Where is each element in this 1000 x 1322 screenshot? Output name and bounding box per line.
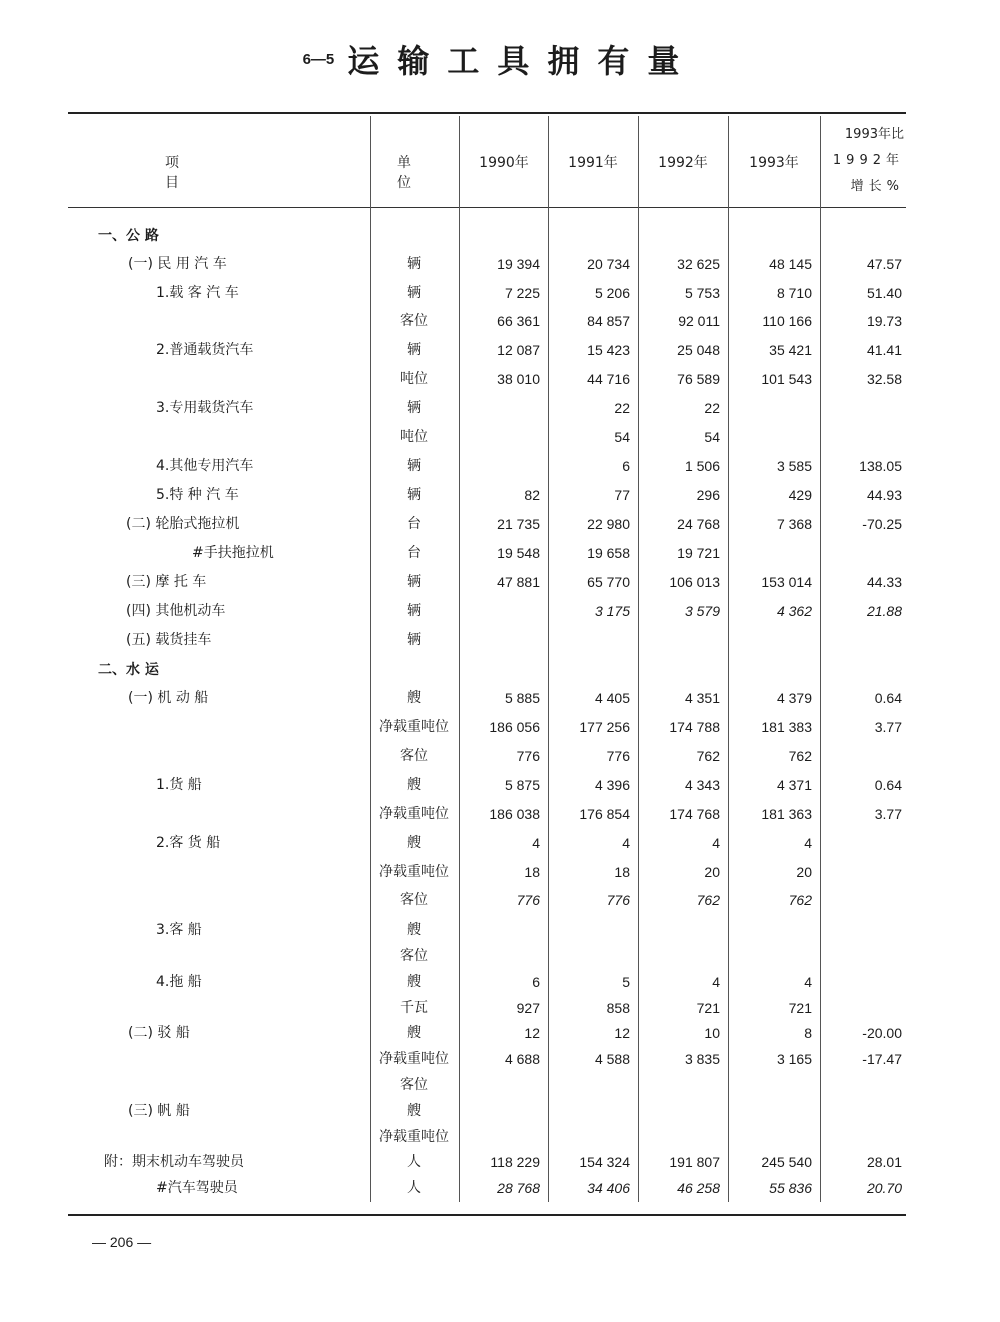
table-row <box>68 1047 906 1071</box>
table-row <box>68 918 906 942</box>
value-1993: 429 <box>788 487 812 503</box>
value-1991: 776 <box>606 748 630 764</box>
value-growth: 44.93 <box>866 487 902 503</box>
row-label: 附：期末机动车驾驶员 <box>104 1154 244 1170</box>
value-1991: 4 396 <box>594 777 630 793</box>
table-row <box>68 570 906 594</box>
value-1993: 4 379 <box>776 690 812 706</box>
table-row <box>68 1073 906 1097</box>
value-1991: 4 405 <box>594 690 630 706</box>
value-1990: 19 548 <box>497 545 540 561</box>
row-unit: 艘 <box>407 974 421 990</box>
page-number: — 206 — <box>92 1234 152 1250</box>
table-row <box>68 970 906 994</box>
value-1992: 32 625 <box>677 256 720 272</box>
value-1992: 4 <box>712 974 720 990</box>
value-1990: 4 688 <box>504 1051 540 1067</box>
value-1993: 245 540 <box>761 1154 812 1170</box>
value-1993: 4 <box>804 835 812 851</box>
row-label: #手扶拖拉机 <box>192 545 274 561</box>
value-1992: 22 <box>704 400 720 416</box>
row-unit: 辆 <box>407 342 421 358</box>
row-unit: 净载重吨位 <box>379 806 449 822</box>
value-1992: 762 <box>696 748 720 764</box>
header-item: 项 目 <box>165 155 275 191</box>
value-1990: 19 394 <box>497 256 540 272</box>
value-growth: 51.40 <box>866 285 902 301</box>
value-1990: 18 <box>524 864 540 880</box>
table-row <box>68 1099 906 1123</box>
value-1990: 66 361 <box>497 313 540 329</box>
header-year-1992: 1992年 <box>658 155 708 171</box>
value-1990: 4 <box>532 835 540 851</box>
value-growth: 21.88 <box>866 603 902 619</box>
value-1991: 22 <box>614 400 630 416</box>
row-label: 一、公 路 <box>98 228 159 244</box>
value-1993: 4 <box>804 974 812 990</box>
value-1992: 25 048 <box>677 342 720 358</box>
value-1992: 4 351 <box>684 690 720 706</box>
row-unit: 净载重吨位 <box>379 1129 449 1145</box>
row-label: 1.货 船 <box>156 777 202 793</box>
value-growth: 19.73 <box>866 313 902 329</box>
table-row <box>68 715 906 739</box>
value-1993: 8 <box>804 1025 812 1041</box>
row-unit: 辆 <box>407 603 421 619</box>
value-1992: 92 011 <box>678 313 720 329</box>
row-unit: 客位 <box>400 313 428 329</box>
value-growth: 3.77 <box>874 719 902 735</box>
value-1993: 48 145 <box>769 256 812 272</box>
row-unit: 辆 <box>407 400 421 416</box>
bottom-rule <box>68 1214 906 1216</box>
value-1992: 10 <box>704 1025 720 1041</box>
row-label: 2.普通载货汽车 <box>156 342 254 358</box>
value-1993: 7 368 <box>776 516 812 532</box>
table-row <box>68 541 906 565</box>
row-label: 4.其他专用汽车 <box>156 458 254 474</box>
value-growth: -17.47 <box>862 1051 902 1067</box>
row-label: (一) 机 动 船 <box>128 690 209 706</box>
row-unit: 辆 <box>407 256 421 272</box>
value-growth: 20.70 <box>866 1180 902 1196</box>
value-1992: 3 579 <box>684 603 720 619</box>
value-1992: 1 506 <box>684 458 720 474</box>
value-1990: 28 768 <box>497 1180 540 1196</box>
value-1991: 34 406 <box>587 1180 630 1196</box>
value-1990: 47 881 <box>497 574 540 590</box>
top-rule <box>68 112 906 114</box>
value-growth: 32.58 <box>866 371 902 387</box>
value-1992: 174 768 <box>669 806 720 822</box>
row-unit: 辆 <box>407 285 421 301</box>
value-1993: 762 <box>788 748 812 764</box>
row-unit: 吨位 <box>400 371 428 387</box>
row-unit: 台 <box>407 516 421 532</box>
value-1991: 15 423 <box>587 342 630 358</box>
value-1991: 4 588 <box>594 1051 630 1067</box>
row-unit: 净载重吨位 <box>379 864 449 880</box>
value-1993: 20 <box>796 864 812 880</box>
value-1990: 6 <box>532 974 540 990</box>
row-unit: 客位 <box>400 1077 428 1093</box>
value-1991: 44 716 <box>587 371 630 387</box>
table-row <box>68 224 906 248</box>
value-1991: 5 <box>622 974 630 990</box>
table-row <box>68 802 906 826</box>
table-row <box>68 309 906 333</box>
value-1992: 24 768 <box>677 516 720 532</box>
value-1991: 54 <box>614 429 630 445</box>
value-growth: 0.64 <box>874 690 902 706</box>
table-row <box>68 1176 906 1200</box>
value-1990: 5 885 <box>504 690 540 706</box>
row-label: (五) 载货挂车 <box>126 632 212 648</box>
row-unit: 客位 <box>400 948 428 964</box>
value-1993: 8 710 <box>776 285 812 301</box>
value-1991: 5 206 <box>594 285 630 301</box>
table-row <box>68 686 906 710</box>
table-row <box>68 658 906 682</box>
header-rule <box>68 207 906 208</box>
value-growth: 0.64 <box>874 777 902 793</box>
value-growth: 47.57 <box>866 256 902 272</box>
table-title: 运输工具拥有量 <box>347 42 698 80</box>
row-label: 1.载 客 汽 车 <box>156 285 239 301</box>
value-1993: 55 836 <box>769 1180 812 1196</box>
table-row <box>68 281 906 305</box>
row-label: 3.专用载货汽车 <box>156 400 254 416</box>
value-1992: 721 <box>696 1000 720 1016</box>
value-1990: 5 875 <box>504 777 540 793</box>
row-unit: 艘 <box>407 835 421 851</box>
value-growth: -70.25 <box>862 516 902 532</box>
value-1991: 18 <box>614 864 630 880</box>
value-1992: 762 <box>696 892 720 908</box>
table-row <box>68 425 906 449</box>
value-1990: 82 <box>524 487 540 503</box>
value-1993: 3 585 <box>776 458 812 474</box>
value-1991: 20 734 <box>587 256 630 272</box>
row-label: (四) 其他机动车 <box>126 603 226 619</box>
value-1990: 38 010 <box>497 371 540 387</box>
header-unit: 单 位 <box>397 155 435 191</box>
row-unit: 辆 <box>407 458 421 474</box>
row-unit: 净载重吨位 <box>379 719 449 735</box>
page-title <box>0 36 1000 82</box>
value-1992: 106 013 <box>669 574 720 590</box>
row-unit: 净载重吨位 <box>379 1051 449 1067</box>
value-1991: 12 <box>614 1025 630 1041</box>
row-unit: 艘 <box>407 690 421 706</box>
row-label: (三) 帆 船 <box>128 1103 190 1119</box>
row-label: 2.客 货 船 <box>156 835 221 851</box>
value-1993: 4 371 <box>776 777 812 793</box>
value-1993: 3 165 <box>776 1051 812 1067</box>
value-growth: 138.05 <box>859 458 902 474</box>
value-1992: 76 589 <box>677 371 720 387</box>
value-1992: 174 788 <box>669 719 720 735</box>
value-1991: 176 854 <box>579 806 630 822</box>
table-row <box>68 860 906 884</box>
table-row <box>68 628 906 652</box>
value-1990: 927 <box>516 1000 540 1016</box>
value-1992: 46 258 <box>677 1180 720 1196</box>
value-growth: -20.00 <box>862 1025 902 1041</box>
table-row <box>68 744 906 768</box>
value-1993: 101 543 <box>761 371 812 387</box>
value-growth: 44.33 <box>866 574 902 590</box>
table-row <box>68 483 906 507</box>
value-1991: 4 <box>622 835 630 851</box>
table-row <box>68 338 906 362</box>
table-row <box>68 599 906 623</box>
row-label: 二、水 运 <box>98 662 159 678</box>
value-1993: 181 383 <box>761 719 812 735</box>
row-label: (一) 民 用 汽 车 <box>128 256 227 272</box>
value-1993: 110 166 <box>762 313 812 329</box>
value-1992: 5 753 <box>684 285 720 301</box>
row-unit: 艘 <box>407 777 421 793</box>
row-label: 4.拖 船 <box>156 974 202 990</box>
value-1991: 19 658 <box>587 545 630 561</box>
row-label: #汽车驾驶员 <box>156 1180 238 1196</box>
row-unit: 辆 <box>407 632 421 648</box>
value-1992: 20 <box>704 864 720 880</box>
value-growth: 3.77 <box>874 806 902 822</box>
table-row <box>68 1021 906 1045</box>
value-1991: 154 324 <box>579 1154 630 1170</box>
value-growth: 28.01 <box>866 1154 902 1170</box>
row-unit: 吨位 <box>400 429 428 445</box>
value-1993: 153 014 <box>761 574 812 590</box>
value-1991: 858 <box>606 1000 630 1016</box>
value-1990: 118 229 <box>490 1154 540 1170</box>
value-1992: 191 807 <box>669 1154 720 1170</box>
header-growth-line1: 1993年比 <box>844 127 904 142</box>
value-1991: 6 <box>622 458 630 474</box>
row-unit: 客位 <box>400 748 428 764</box>
row-unit: 艘 <box>407 922 421 938</box>
value-1993: 4 362 <box>776 603 812 619</box>
table-row <box>68 396 906 420</box>
row-unit: 辆 <box>407 574 421 590</box>
value-1993: 181 363 <box>761 806 812 822</box>
value-1991: 65 770 <box>587 574 630 590</box>
value-1992: 3 835 <box>684 1051 720 1067</box>
value-1993: 762 <box>788 892 812 908</box>
value-1991: 177 256 <box>579 719 630 735</box>
value-1992: 296 <box>696 487 720 503</box>
value-1992: 54 <box>704 429 720 445</box>
header-growth-line3: 增长% <box>850 179 904 194</box>
table-row <box>68 944 906 968</box>
value-1990: 12 087 <box>497 342 540 358</box>
row-unit: 人 <box>407 1180 421 1196</box>
value-growth: 41.41 <box>866 342 902 358</box>
header-growth-line2: 1992年 <box>832 153 904 168</box>
table-row <box>68 773 906 797</box>
row-unit: 艘 <box>407 1103 421 1119</box>
row-label: (二) 驳 船 <box>128 1025 190 1041</box>
table-row <box>68 888 906 912</box>
table-row <box>68 1150 906 1174</box>
row-label: 3.客 船 <box>156 922 202 938</box>
value-1990: 186 056 <box>489 719 540 735</box>
row-unit: 台 <box>407 545 421 561</box>
row-unit: 千瓦 <box>400 1000 428 1016</box>
table-number: 6—5 <box>302 50 335 68</box>
table-row <box>68 831 906 855</box>
value-1990: 776 <box>516 748 540 764</box>
value-1993: 35 421 <box>769 342 812 358</box>
value-1990: 776 <box>516 892 540 908</box>
table-row <box>68 454 906 478</box>
header-year-1993: 1993年 <box>749 155 799 171</box>
table-row <box>68 996 906 1020</box>
value-1990: 7 225 <box>504 285 540 301</box>
row-label: (三) 摩 托 车 <box>126 574 207 590</box>
value-1991: 84 857 <box>587 313 630 329</box>
header-year-1991: 1991年 <box>568 155 618 171</box>
header-growth <box>822 122 904 200</box>
value-1992: 4 <box>712 835 720 851</box>
value-1991: 776 <box>606 892 630 908</box>
value-1993: 721 <box>788 1000 812 1016</box>
row-label: (二) 轮胎式拖拉机 <box>126 516 240 532</box>
table-row <box>68 252 906 276</box>
header-year-1990: 1990年 <box>479 155 529 171</box>
value-1992: 4 343 <box>684 777 720 793</box>
row-unit: 人 <box>407 1154 421 1170</box>
row-label: 5.特 种 汽 车 <box>156 487 239 503</box>
table-row <box>68 1125 906 1149</box>
row-unit: 客位 <box>400 892 428 908</box>
value-1991: 77 <box>614 487 630 503</box>
value-1992: 19 721 <box>677 545 720 561</box>
row-unit: 艘 <box>407 1025 421 1041</box>
value-1990: 186 038 <box>489 806 540 822</box>
value-1991: 22 980 <box>587 516 630 532</box>
table-row <box>68 367 906 391</box>
value-1990: 12 <box>524 1025 540 1041</box>
value-1991: 3 175 <box>594 603 630 619</box>
value-1990: 21 735 <box>497 516 540 532</box>
row-unit: 辆 <box>407 487 421 503</box>
table-row <box>68 512 906 536</box>
